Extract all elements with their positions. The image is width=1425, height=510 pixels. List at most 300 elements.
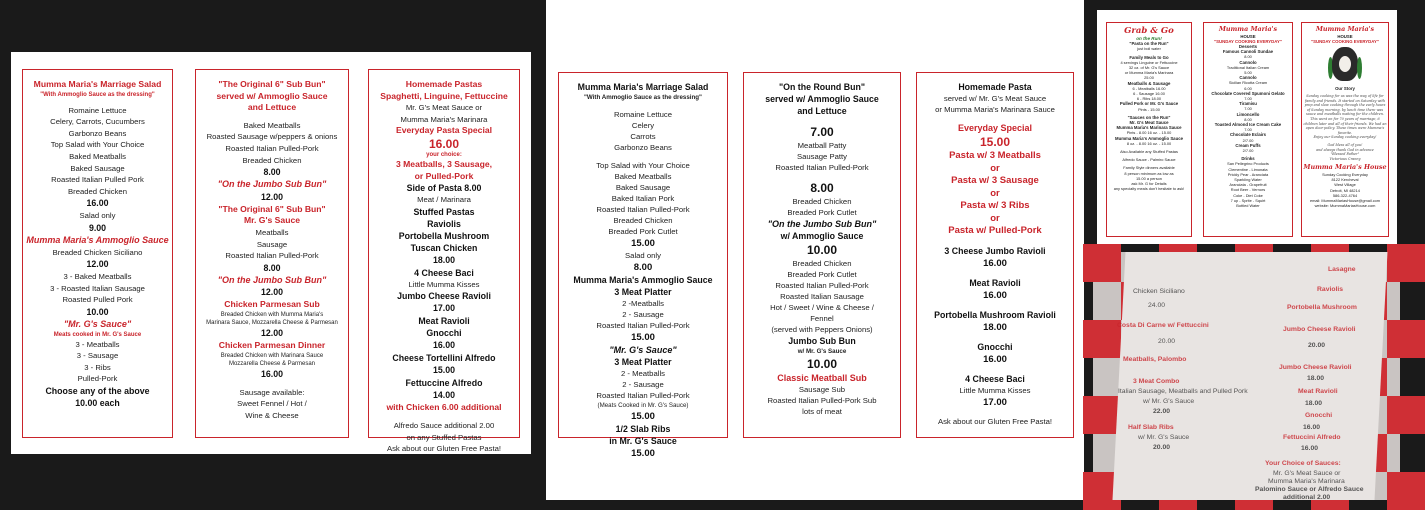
menu-line: 6.00 bbox=[1244, 85, 1252, 91]
photo-menu-line: Lasagne bbox=[1328, 266, 1356, 273]
photo-menu-line: 20.00 bbox=[1153, 444, 1171, 451]
menu-line: Ask about our Gluten Free Pasta! bbox=[937, 416, 1053, 426]
menu-line: Gnocchi bbox=[977, 341, 1013, 352]
menu-line: Also Available any Stuffed Pastas bbox=[1120, 149, 1178, 155]
menu-line: Sunday Cooking Everyday bbox=[1322, 171, 1368, 177]
menu-line: God bless all of you! bbox=[1327, 143, 1363, 148]
menu-line: 2 - Sausage bbox=[622, 310, 664, 319]
salad-and-platters-panel bbox=[558, 72, 728, 459]
menu-line: Chocolate Covered Spumoni Gelato bbox=[1211, 90, 1285, 96]
photo-menu-line: Portobella Mushroom bbox=[1287, 304, 1357, 311]
menu-line: Garbonzo Beans bbox=[614, 143, 672, 152]
menu-line: Detroit, MI 48214 bbox=[1330, 187, 1360, 193]
menu-sheet-1 bbox=[11, 52, 531, 454]
menu-line: Breaded Chicken with Mumma Maria's bbox=[220, 311, 324, 318]
menu-column bbox=[1204, 23, 1292, 208]
menu-line: sauce and meatballs waiting for the children. bbox=[1306, 112, 1384, 117]
menu-line: 18.00 bbox=[432, 254, 455, 265]
menu-line: 15.00 bbox=[631, 238, 655, 249]
mumma-maria-portrait bbox=[1330, 47, 1360, 83]
menu-line: 3 Meat Platter bbox=[614, 357, 672, 367]
menu-line: any specialty meals don't hesitate to ask! bbox=[1113, 186, 1185, 192]
menu-line: Mr. G's Meat Sauce or bbox=[405, 103, 483, 113]
menu-line: Mumma Maria's Marriage Salad bbox=[577, 82, 709, 92]
round-bun-panel bbox=[743, 72, 901, 438]
menu-line: or bbox=[990, 212, 1000, 224]
menu-line: and always thank God in advance bbox=[1316, 147, 1374, 152]
menu-line: Ask about our Gluten Free Pasta! bbox=[386, 444, 502, 454]
menu-line: Breaded Chicken with Marinara Sauce bbox=[220, 352, 324, 359]
menu-line: Spaghetti, Linguine, Fettuccine bbox=[380, 90, 508, 101]
menu-line: Sicilian Ricotta Cream bbox=[1228, 80, 1268, 86]
menu-line: children later and all of their friends. We had an bbox=[1303, 121, 1387, 126]
menu-line: 7 up - Sprite - Squirt bbox=[1230, 197, 1266, 203]
menu-line: on the Run! bbox=[1136, 36, 1162, 41]
photo-menu-line: Costa Di Carne w/ Fettuccini bbox=[1117, 322, 1209, 329]
menu-line: Baked Sausage bbox=[70, 163, 125, 173]
menu-line: served w/ Ammoglio Sauce bbox=[216, 90, 328, 101]
menu-line: Mumma Maria's House bbox=[1303, 163, 1387, 172]
menu-line: Prickly Pear - Aranciata bbox=[1227, 171, 1269, 177]
menu-line: lots of meat bbox=[802, 407, 842, 416]
menu-line: Cannolo bbox=[1239, 75, 1257, 81]
menu-line: Meat Ravioli bbox=[969, 277, 1021, 288]
menu-line: "Blessed Father" bbox=[1330, 152, 1360, 157]
menu-line: prep and slow cooking through the early hours bbox=[1304, 103, 1386, 108]
menu-line: Mozzarella Cheese & Parmesan bbox=[228, 360, 316, 367]
menu-line: just boil water bbox=[1137, 46, 1161, 52]
menu-line: "The Original 6" Sub Bun" bbox=[218, 203, 326, 214]
menu-line: 2 -Meatballs bbox=[622, 299, 664, 308]
menu-line: 3 Cheese Jumbo Ravioli bbox=[944, 245, 1046, 256]
menu-column bbox=[23, 70, 172, 409]
menu-line: 8.00 bbox=[1244, 54, 1252, 60]
menu-line: 2 - Sausage bbox=[622, 380, 664, 389]
menu-line: 3 - Baked Meatballs bbox=[63, 272, 132, 282]
menu-line: 1/2 Slab Ribs bbox=[615, 424, 671, 434]
menu-line: Alfredo Sauce additional 2.00 bbox=[393, 420, 495, 430]
photo-menu-line: Palomino Sauce or Alfredo Sauce bbox=[1255, 486, 1364, 493]
menu-line: or Mumma Maria's Marinara bbox=[1124, 70, 1174, 76]
tablecloth-tile bbox=[1387, 244, 1425, 282]
menu-line: 3 Meat Platter bbox=[614, 287, 672, 297]
menu-column bbox=[917, 73, 1073, 427]
menu-line: Meats cooked in Mr. G's Sauce bbox=[53, 331, 142, 338]
photo-menu-line: Mr. G's Meat Sauce or bbox=[1273, 470, 1341, 477]
menu-line: Portobella Mushroom Ravioli bbox=[934, 309, 1056, 320]
menu-line: Sausage Sub bbox=[798, 385, 846, 394]
menu-line: on any Stuffed Pastas bbox=[406, 432, 482, 442]
menu-line: Romaine Lettuce bbox=[613, 110, 673, 119]
menu-line: Salad only bbox=[625, 251, 661, 260]
menu-line: Stuffed Pastas bbox=[413, 206, 475, 217]
photo-menu-line: Fettuccini Alfredo bbox=[1283, 434, 1341, 441]
menu-sheet-2 bbox=[546, 0, 1084, 500]
menu-line: Breaded Chicken bbox=[242, 155, 302, 165]
menu-line: with Chicken 6.00 additional bbox=[386, 402, 502, 413]
menu-line: "On the Round Bun" bbox=[778, 82, 866, 92]
menu-line: "SUNDAY COOKING EVERYDAY" bbox=[1214, 38, 1282, 44]
menu-line: 10.00 bbox=[806, 243, 838, 257]
menu-line: Drinks bbox=[1241, 156, 1255, 162]
menu-column bbox=[1107, 23, 1191, 191]
menu-line: 5.00 bbox=[1244, 69, 1252, 75]
menu-line: 7.00 bbox=[1244, 106, 1252, 112]
photo-menu-line: Meatballs, Palombo bbox=[1123, 356, 1187, 363]
our-story-panel bbox=[1301, 22, 1389, 237]
menu-line: Pasta w/ 3 Meatballs bbox=[949, 150, 1041, 161]
menu-line: family and friends. It started on Saturday with bbox=[1305, 98, 1385, 103]
menu-line: 15.00 bbox=[631, 448, 655, 459]
menu-line: Famous Cannoli Sundae bbox=[1222, 49, 1274, 55]
menu-line: Roasted Italian Pulled-Pork bbox=[225, 143, 319, 153]
menu-line: Mr. G's Sauce bbox=[243, 215, 301, 226]
photo-menu-line: Half Slab Ribs bbox=[1128, 424, 1174, 431]
photo-menu-line: 3 Meat Combo bbox=[1133, 378, 1180, 385]
menu-line: 15.00 bbox=[631, 411, 655, 422]
photo-menu-line: 22.00 bbox=[1153, 408, 1171, 415]
menu-line: Pints - 15.00 bbox=[1138, 106, 1160, 112]
photo-menu-line: Your Choice of Sauces: bbox=[1265, 460, 1341, 467]
menu-line: 8.00 bbox=[810, 181, 834, 195]
menu-line: Breaded Pork Cutlet bbox=[787, 270, 857, 279]
menu-line: 15.00 bbox=[979, 135, 1011, 149]
menu-line: Cannolo bbox=[1239, 59, 1257, 65]
menu-line: Root Beer - Vernors bbox=[1230, 187, 1266, 193]
photo-menu-line: 20.00 bbox=[1158, 338, 1176, 345]
spacer bbox=[917, 270, 1073, 277]
menu-line: Chicken Parmesan Dinner bbox=[218, 339, 326, 350]
menu-line: Mumma Maria's Ammoglio Sauce bbox=[26, 234, 169, 245]
photo-menu-line: Gnocchi bbox=[1305, 412, 1333, 419]
menu-line: 3 - Sausage bbox=[76, 351, 119, 361]
photo-menu-line: 16.00 bbox=[1303, 424, 1321, 431]
menu-line: 16.00 bbox=[86, 198, 109, 209]
menu-line: Salad only bbox=[79, 211, 116, 221]
menu-line: w/ Mr. G's Sauce bbox=[797, 348, 847, 355]
menu-line: 12.00 bbox=[260, 191, 283, 202]
menu-line: or Mumma Maria's Marinara Sauce bbox=[935, 105, 1055, 114]
menu-line: HOUSE bbox=[1240, 33, 1256, 39]
menu-line: "Sauces on the Run" bbox=[1127, 114, 1171, 120]
menu-line: Pasta w/ 3 Ribs bbox=[960, 200, 1030, 211]
menu-line: 16.00 bbox=[428, 136, 460, 151]
menu-line: Fennel bbox=[810, 314, 834, 323]
menu-line: West Village bbox=[1334, 182, 1356, 188]
menu-line: Sweet Fennel / Hot / bbox=[237, 399, 307, 409]
menu-line: Jumbo Cheese Ravioli bbox=[397, 291, 491, 302]
spacer bbox=[917, 366, 1073, 373]
menu-line: "With Ammoglio Sauce as the dressing" bbox=[40, 91, 155, 98]
menu-line: Baked Sausage bbox=[615, 183, 671, 192]
salad-and-sauces-panel bbox=[22, 69, 173, 438]
menu-line: 12.00 bbox=[86, 259, 109, 270]
tablecloth-tile bbox=[1387, 320, 1425, 358]
menu-line: "On the Jumbo Sub Bun" bbox=[217, 274, 327, 285]
spacer bbox=[917, 238, 1073, 245]
menu-line: w/ Ammoglio Sauce bbox=[780, 231, 864, 241]
spacer bbox=[559, 153, 727, 160]
menu-line: 586-322-4764 bbox=[1332, 192, 1358, 198]
menu-line: Alfredo Sauce - Palmiro Sauce bbox=[1122, 157, 1176, 163]
menu-line: 8 oz. - 8.00 16 oz. - 15.00 bbox=[1126, 140, 1172, 146]
menu-line: Jumbo Sub Bun bbox=[788, 336, 856, 346]
menu-line: Homemade Pasta bbox=[958, 82, 1032, 92]
photo-menu-line: Meat Ravioli bbox=[1298, 388, 1338, 395]
menu-line: Everyday Special bbox=[957, 123, 1033, 133]
menu-line: Chocolate Eclairs bbox=[1229, 132, 1267, 138]
menu-line: 16.00 bbox=[983, 353, 1007, 365]
menu-line: Bottled Water bbox=[1236, 203, 1260, 208]
menu-line: Mumma Maria's bbox=[1218, 25, 1278, 33]
photo-menu-line: 18.00 bbox=[1305, 400, 1323, 407]
menu-line: 16.00 bbox=[432, 340, 455, 351]
menu-line: served w/ Mr. G's Meat Sauce bbox=[943, 94, 1047, 103]
menu-line: Garbonzo Beans bbox=[68, 128, 127, 138]
menu-line: your choice: bbox=[426, 151, 462, 158]
menu-line: Mumma Maria's Marriage Salad bbox=[33, 79, 162, 89]
menu-line: Little Mumma Kisses bbox=[408, 279, 480, 289]
menu-line: Sausage bbox=[256, 239, 288, 249]
menu-column bbox=[369, 70, 519, 455]
menu-line: 6 - Meatballs 16.00 bbox=[1132, 85, 1166, 91]
menu-line: Fettuccine Alfredo bbox=[405, 378, 483, 389]
menu-line: Breaded Chicken bbox=[68, 186, 127, 196]
photo-menu-line: 16.00 bbox=[1301, 445, 1319, 452]
menu-line: 32 oz. of Mr. G's Sauce bbox=[1128, 65, 1170, 71]
menu-line: 18.00 bbox=[983, 321, 1007, 333]
spacer bbox=[917, 334, 1073, 341]
menu-line: Family Meals to Go bbox=[1129, 54, 1169, 60]
spacer bbox=[744, 117, 900, 124]
menu-line: Romaine Lettuce bbox=[68, 105, 127, 115]
menu-line: Breaded Pork Cutlet bbox=[608, 227, 678, 236]
menu-line: Breaded Chicken bbox=[613, 216, 673, 225]
menu-line: Pasta w/ Pulled-Pork bbox=[948, 225, 1042, 236]
menu-line: Breaded Chicken bbox=[792, 259, 852, 268]
menu-line: 6 - Sausage 16.00 bbox=[1133, 91, 1165, 97]
menu-line: 12.00 bbox=[260, 287, 283, 298]
menu-line: 6 - Ribs 18.00 bbox=[1136, 96, 1162, 102]
menu-line: ask Mr. G for Details bbox=[1131, 181, 1167, 187]
menu-line: 3 - Roasted Italian Sausage bbox=[50, 283, 145, 293]
menu-line: 16.00 bbox=[983, 289, 1007, 301]
menu-line: or Pulled-Pork bbox=[414, 170, 474, 181]
menu-line: "Mr. G's Sauce" bbox=[63, 318, 132, 329]
menu-line: Roasted Italian Pulled Pork bbox=[51, 175, 144, 185]
menu-line: 4 Cheese Baci bbox=[414, 267, 474, 278]
menu-line: 3 - Ribs bbox=[84, 362, 111, 372]
menu-line: Roasted Pulled Pork bbox=[62, 295, 133, 305]
spacer bbox=[744, 173, 900, 180]
menu-line: Homemade Pastas bbox=[405, 79, 483, 89]
menu-line: Pints - 8.00 16 oz. - 15.00 bbox=[1126, 130, 1172, 136]
menu-line: Cheese Tortellini Alfredo bbox=[392, 353, 496, 364]
menu-line: Top Salad with Your Choice bbox=[596, 161, 690, 170]
menu-line: Meatballs bbox=[255, 227, 289, 237]
menu-line: 2 - Meatballs bbox=[620, 369, 665, 378]
menu-line: website: MummaMariasHouse.com bbox=[1314, 203, 1376, 209]
photo-menu-line: 18.00 bbox=[1307, 375, 1325, 382]
menu-line: Baked Italian Pork bbox=[611, 194, 675, 203]
menu-line: 8.00 bbox=[263, 262, 281, 273]
tablecloth-tile bbox=[1387, 396, 1425, 434]
menu-line: Carrots bbox=[630, 132, 656, 141]
menu-line: Aranciata - Grapefruit bbox=[1229, 182, 1267, 188]
menu-line: 8.00 bbox=[633, 262, 653, 273]
menu-line: Coke - Diet Coke bbox=[1233, 192, 1263, 198]
menu-line: 2/7.00 bbox=[1242, 137, 1254, 143]
menu-line: Meatballs & Sausage bbox=[1127, 80, 1171, 86]
menu-line: Meat / Marinara bbox=[417, 195, 471, 205]
menu-line: Roasted Italian Pulled-Pork bbox=[775, 163, 869, 172]
menu-line: Baked Meatballs bbox=[69, 151, 126, 161]
menu-line: 4 servings Linguine or Fettuccine bbox=[1120, 59, 1178, 65]
photo-menu-line: 20.00 bbox=[1308, 342, 1326, 349]
menu-line: Enjoy our Sunday cooking everyday! bbox=[1313, 135, 1377, 140]
menu-line: Breaded Chicken Siciliano bbox=[52, 247, 143, 257]
menu-line: 10.00 bbox=[86, 306, 109, 317]
menu-line: Breaded Chicken bbox=[792, 197, 852, 206]
menu-line: 7.00 bbox=[1244, 127, 1252, 133]
menu-line: Sausage Patty bbox=[796, 152, 847, 161]
menu-line: Sausage available: bbox=[239, 387, 305, 397]
menu-line: Mumma Maria's Marinara bbox=[400, 114, 488, 124]
menu-line: in Mr. G's Sauce bbox=[609, 436, 677, 446]
menu-line: 8122 Kercheval bbox=[1331, 177, 1359, 183]
menu-line: 4 Cheese Baci bbox=[965, 373, 1025, 384]
menu-column bbox=[1302, 23, 1388, 44]
menu-line: "On the Jumbo Sub Bun" bbox=[217, 179, 327, 190]
menu-line: Roasted Italian Pulled-Pork bbox=[225, 251, 319, 261]
menu-line: Tiramisu bbox=[1239, 101, 1257, 107]
menu-line: Chicken Parmesan Sub bbox=[224, 299, 320, 310]
menu-line: "Mr. G's Sauce" bbox=[609, 345, 677, 355]
spacer bbox=[917, 409, 1073, 416]
menu-line: Roasted Italian Sausage bbox=[780, 292, 864, 301]
tablecloth-tile bbox=[1083, 244, 1121, 282]
menu-line: Mumma Maria's bbox=[1315, 25, 1375, 33]
grab-and-go-panel bbox=[1106, 22, 1192, 237]
homemade-pastas-panel bbox=[368, 69, 520, 454]
photo-menu-line: additional 2.00 bbox=[1283, 494, 1331, 501]
menu-line: 7.00 bbox=[810, 125, 834, 139]
menu-photo bbox=[1093, 252, 1400, 500]
menu-line: open door policy. These times were Mumma's bbox=[1305, 126, 1385, 131]
menu-line: Tuscan Chicken bbox=[410, 242, 478, 253]
menu-line: 16.00 bbox=[983, 257, 1007, 269]
menu-line: 17.00 bbox=[983, 396, 1007, 408]
menu-line: Mumma Maria's Ammoglio Sauce bbox=[573, 275, 713, 285]
menu-line: 15.00 a person bbox=[1136, 175, 1162, 181]
menu-line: of Sunday morning, by lunch time there was bbox=[1306, 107, 1384, 112]
menu-line: Pulled-Pork bbox=[77, 374, 118, 384]
spacer bbox=[917, 115, 1073, 122]
menu-line: Grab & Go bbox=[1124, 26, 1174, 36]
menu-line: Mr. G's Meat Sauce bbox=[1129, 120, 1169, 126]
menu-line: 8 person minimum as low as bbox=[1124, 170, 1174, 176]
menu-line: Roasted Italian Pulled-Pork bbox=[596, 391, 690, 400]
menu-line: 8.00 bbox=[263, 167, 281, 178]
menu-column bbox=[559, 73, 727, 460]
menu-line: Raviolis bbox=[427, 218, 461, 229]
menu-line: 2/7.00 bbox=[1242, 147, 1254, 153]
menu-line: Portobella Mushroom bbox=[398, 230, 490, 241]
menu-line: (Meats Cooked in Mr. G's Sauce) bbox=[597, 402, 689, 409]
menu-line: 3 Meatballs, 3 Sausage, bbox=[395, 158, 492, 169]
menu-column bbox=[196, 70, 348, 421]
menu-line: Roasted Italian Pulled-Pork bbox=[596, 321, 690, 330]
photo-menu-line: 24.00 bbox=[1148, 302, 1166, 309]
menu-line: San Pellegrino Products bbox=[1227, 161, 1269, 167]
menu-line: Choose any of the above bbox=[45, 385, 150, 396]
menu-line: Pulled Pork or Mr. G's Sauce bbox=[1119, 101, 1179, 107]
tablecloth-tile bbox=[1387, 472, 1425, 510]
menu-line: Roasted Sausage w/peppers & onions bbox=[206, 132, 338, 142]
menu-line: Roasted Italian Pulled-Pork bbox=[775, 281, 869, 290]
menu-line: "SUNDAY COOKING EVERYDAY" bbox=[1311, 38, 1379, 44]
menu-line: "Pasta on the Run" bbox=[1129, 41, 1169, 47]
menu-line: or bbox=[990, 187, 1000, 199]
menu-line: email: MummaMariasHouse@gmail.com bbox=[1309, 197, 1381, 203]
menu-line: Classic Meatball Sub bbox=[777, 373, 867, 383]
photo-menu-line: Italian Sausage, Meatballs and Pulled Pork bbox=[1118, 388, 1248, 395]
menu-column bbox=[1302, 86, 1388, 208]
menu-line: Gnocchi bbox=[426, 328, 462, 339]
menu-line: Sunday cooking for us was the way of life for bbox=[1306, 94, 1384, 99]
menu-line: 10.00 each bbox=[75, 397, 120, 408]
photo-menu-line: Jumbo Cheese Ravioli bbox=[1279, 364, 1352, 371]
menu-sheet-3 bbox=[1097, 10, 1397, 244]
menu-line: Pasta w/ 3 Sausage bbox=[951, 175, 1039, 186]
menu-line: Desserts bbox=[1238, 43, 1258, 49]
photo-menu-line: Jumbo Cheese Ravioli bbox=[1283, 326, 1356, 333]
menu-line: 9.00 bbox=[88, 222, 107, 233]
menu-line: HOUSE bbox=[1337, 33, 1353, 39]
menu-line: Everyday Pasta Special bbox=[395, 125, 493, 136]
menu-line: Wine & Cheese bbox=[245, 410, 299, 420]
menu-line: Mumma Maria's Ammoglio Sauce bbox=[1115, 135, 1183, 141]
menu-line: 7.00 bbox=[1244, 95, 1252, 101]
menu-line: Top Salad with Your Choice bbox=[50, 140, 145, 150]
photo-menu-line: w/ Mr. G's Sauce bbox=[1138, 434, 1190, 441]
menu-line: 17.00 bbox=[432, 303, 455, 314]
menu-line: Breaded Pork Cutlet bbox=[787, 208, 857, 217]
menu-line: Side of Pasta 8.00 bbox=[406, 183, 482, 194]
menu-line: "The Original 6" Sub Bun" bbox=[218, 79, 326, 89]
menu-line: Baked Meatballs bbox=[614, 172, 672, 181]
spacer bbox=[917, 302, 1073, 309]
tablecloth-tile bbox=[1083, 320, 1121, 358]
homemade-pasta-panel bbox=[916, 72, 1074, 438]
menu-line: 25.00 bbox=[1144, 75, 1154, 81]
photo-menu-line: Raviolis bbox=[1317, 286, 1344, 293]
menu-line: Hot / Sweet / Wine & Cheese / bbox=[770, 303, 874, 312]
menu-line: Meat Ravioli bbox=[418, 316, 470, 327]
menu-line: or bbox=[990, 162, 1000, 174]
menu-line: Celery bbox=[631, 121, 655, 130]
menu-line: and Lettuce bbox=[797, 106, 847, 116]
menu-column bbox=[744, 73, 900, 417]
photo-menu-line: w/ Mr. G's Sauce bbox=[1143, 398, 1195, 405]
menu-line: 12.00 bbox=[260, 327, 283, 338]
menu-line: 14.00 bbox=[432, 390, 455, 401]
menu-line: Marinara Sauce, Mozzarella Cheese & Parmesan bbox=[206, 319, 338, 326]
menu-line: 3 - Meatballs bbox=[75, 339, 120, 349]
menu-line: Little Mumma Kisses bbox=[959, 385, 1031, 395]
menu-line: Baked Meatballs bbox=[243, 120, 301, 130]
spacer bbox=[559, 102, 727, 109]
